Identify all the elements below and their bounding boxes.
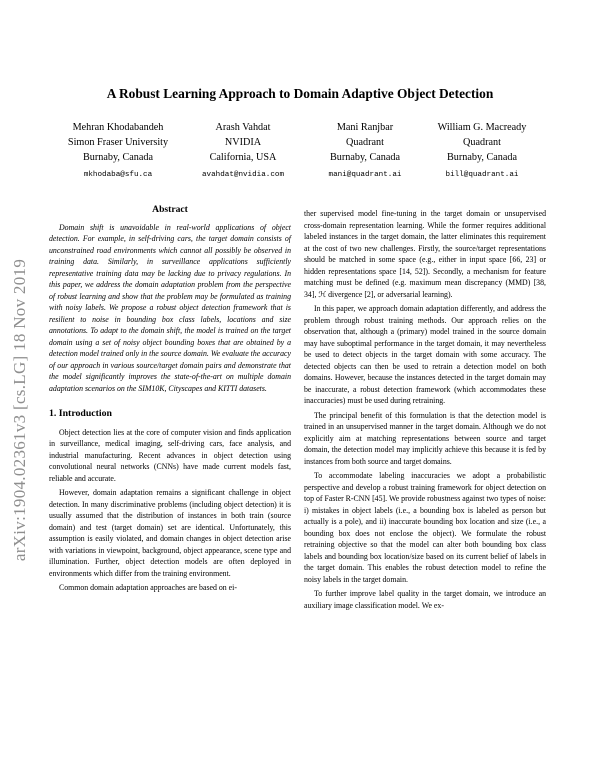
left-column	[49, 204, 291, 597]
introduction-heading: 1. Introduction	[49, 408, 112, 419]
body-paragraph: ther supervised model fine-tuning in the target domain or unsupervised cross-domain representation learning. While the former requires additional labeled instances in the target domain, the latter eliminates this requirement at the cost of two new challenges. Firstly, the source/target representations should be matched in some space (e.g., either in input space [66, 23] or hidden representations space [14, 52]). Secondly, a mechanism for feature matching must be defined (e.g. maximum mean discrepancy (MMD) [38, 34], ℋ divergence [2], or adversarial learning).	[304, 209, 546, 299]
paper-title: A Robust Learning Approach to Domain Adaptive Object Detection	[106, 86, 494, 101]
abstract-text: Domain shift is unavoidable in real-world applications of object detection. For example, in self-driving cars, the target domain consists of unconstrained road environments which cannot all possibly be observed in training data. Similarly, in surveillance applications sufficiently representative training data may be lacking due to privacy regulations. In this paper, we address the domain adaptation problem from the perspective of robust learning and show that the problem may be formulated as training with noisy labels. We propose a robust object detection framework that is resilient to noise in bounding box class labels, locations and size annotations. To adapt to the domain shift, the model is trained on the target domain using a set of noisy object bounding boxes that are obtained by a detection model trained only in the source domain. We evaluate the accuracy of our approach in various source/target domain pairs and demonstrate that the model significantly improves the state-of-the-art on multiple domain adaptation scenarios on the SIM10K, Cityscapes and KITTI datasets.	[49, 222, 291, 393]
author-name: Mehran Khodabandeh	[72, 122, 164, 133]
body-paragraph: The principal benefit of this formulation is that the detection model is trained in an unsupervised manner in the target domain. Although we do not explicitly aim at matching representations between source and target domain, the detection model may implicitly achieve this because it is fed by instances from both source and target domains.	[304, 410, 546, 466]
author-name: William G. Macready	[437, 122, 527, 133]
author-affiliation: Simon Fraser University	[67, 137, 169, 148]
author-affiliation: Quadrant	[463, 137, 501, 148]
author-email: avahdat@nvidia.com	[201, 171, 285, 179]
author-name: Mani Ranjbar	[336, 122, 394, 133]
author-3	[304, 120, 426, 183]
author-email: mkhodaba@sfu.ca	[83, 171, 153, 179]
author-4	[412, 120, 552, 183]
author-location: California, USA	[209, 152, 277, 163]
body-paragraph: In this paper, we approach domain adaptation differently, and address the problem through robust training methods. Our approach relies on the observation that, although a (primary) model trained in the source domain may have suboptimal performance in the target domain, it may nevertheless be used to detect objects in the target domain with some accuracy. The detected objects can then be used to retrain a detection model on both domains. However, because the instances detected in the target domain may be inaccurate, a robust detection framework (which accommodates these inaccuracies) must be used during retraining.	[304, 304, 546, 405]
author-2	[178, 120, 308, 183]
intro-paragraph: However, domain adaptation remains a significant challenge in object detection. In many discriminative problems (including object detection) it is usually assumed that the distribution of instances in both train (source domain) and test (target domain) set are identical. Unfortunately, this assumption is easily violated, and domain changes in object detection arise with variations in viewpoint, background, object appearance, scene type and illumination. Further, object detection models are often deployed in environments which differ from the training environment.	[49, 488, 291, 578]
author-affiliation: NVIDIA	[224, 137, 262, 148]
author-location: Burnaby, Canada	[82, 152, 154, 163]
author-name: Arash Vahdat	[215, 122, 271, 133]
author-location: Burnaby, Canada	[446, 152, 518, 163]
right-column	[304, 208, 546, 614]
author-affiliation: Quadrant	[346, 137, 384, 148]
author-email: bill@quadrant.ai	[445, 171, 519, 179]
author-1	[48, 120, 188, 183]
intro-paragraph: Object detection lies at the core of computer vision and finds application in surveillance, medical imaging, self-driving cars, face analysis, and industrial manufacturing. Recent advances in object detection using convolutional neural networks (CNNs) have made current models fast, reliable and accurate.	[49, 427, 291, 483]
author-location: Burnaby, Canada	[329, 152, 401, 163]
abstract-heading: Abstract	[152, 204, 188, 215]
arxiv-stamp	[3, 210, 37, 610]
body-paragraph: To accommodate labeling inaccuracies we adopt a probabilistic perspective and develop a robust training framework for object detection on top of Faster R-CNN [45]. We provide robustness against two types of noise: i) mistakes in object labels (i.e., a bounding box is labeled as person but actually is a pole), and ii) inaccurate bounding box location and size (i.e., a bounding box does not enclose the object). We formulate the robust retraining objective so that the model can alter both bounding box class labels and bounding box location/size based on its current belief of labels in the target domain. This enables the robust detection model to refine the noisy labels in the target domain.	[304, 471, 546, 584]
author-block	[60, 120, 540, 190]
arxiv-identifier: arXiv:1904.02361v3 [cs.LG] 18 Nov 2019	[10, 258, 30, 562]
body-paragraph: To further improve label quality in the target domain, we introduce an auxiliary image classification model. We ex-	[304, 589, 546, 610]
intro-paragraph: Common domain adaptation approaches are based on ei-	[59, 583, 237, 592]
author-email: mani@quadrant.ai	[328, 171, 402, 179]
